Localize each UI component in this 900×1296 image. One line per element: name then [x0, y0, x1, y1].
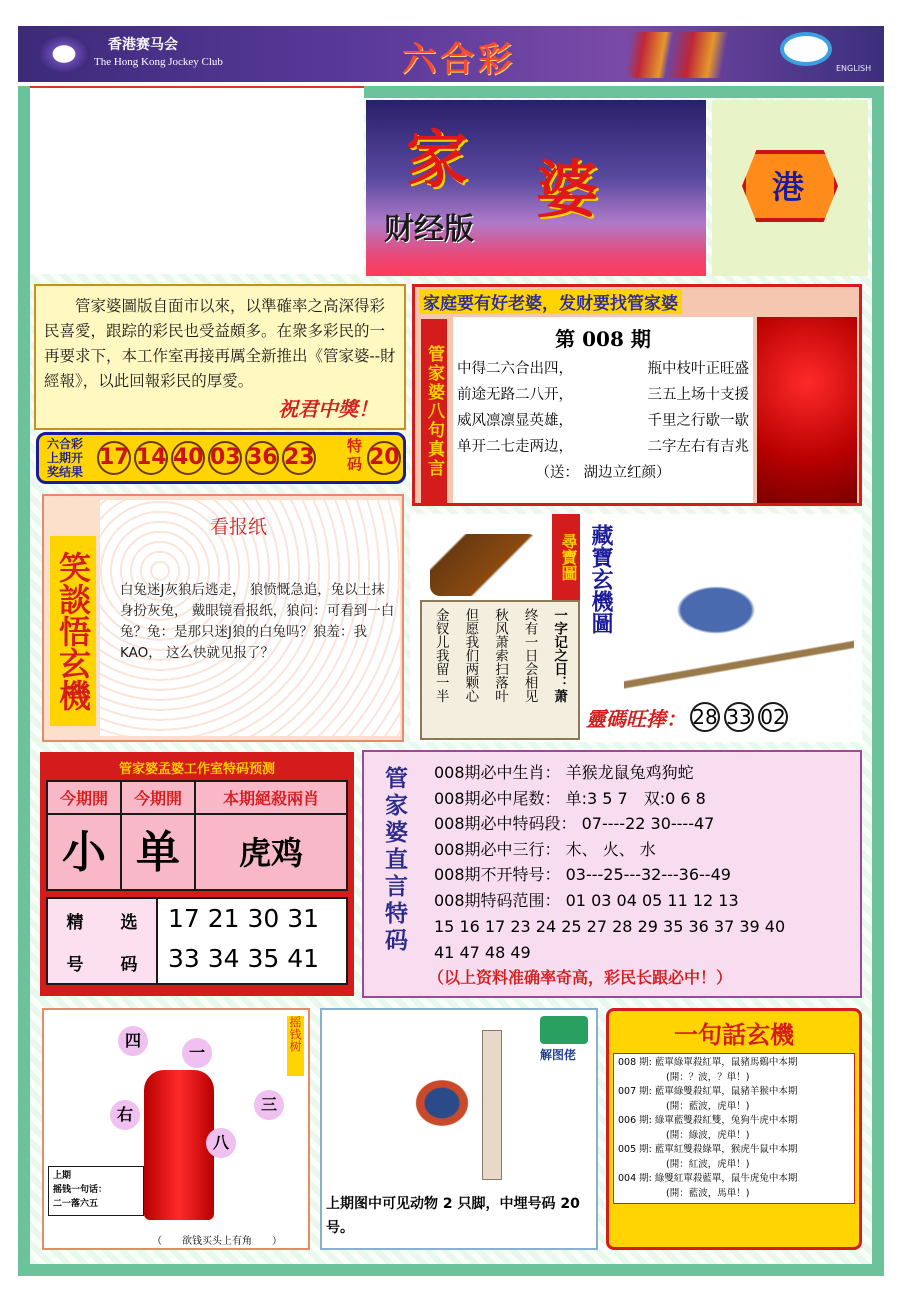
selected-label-char: 码 — [120, 954, 138, 975]
lucky-label: 靈碼旺捧： — [586, 706, 686, 731]
prediction-col-header: 今期開 — [122, 782, 196, 813]
one-sentence-entry — [618, 1143, 850, 1172]
scroll-col: 秋风萧索扫落叶 — [491, 608, 508, 703]
selected-label-char: 选 — [120, 912, 138, 933]
result-number: 17 — [97, 441, 131, 475]
selected-label-char: 号 — [66, 954, 84, 975]
lucky-number: 28 — [690, 702, 720, 732]
lucky-number: 02 — [758, 702, 788, 732]
joke-panel — [42, 494, 404, 742]
one-sentence-list — [613, 1053, 855, 1204]
intro-closing: 祝君中獎！ — [278, 397, 378, 421]
direct-line: 008期特码范围： 01 03 04 05 11 12 13 — [434, 890, 739, 910]
joke-body: 白兔迷J灰狼后逃走， 狼愤慨急追，兔以土抹身扮灰兔， 戴眼镜看报纸，狼问：可看到一白兔？兔：是那只迷J狼的白兔吗？狼羞：我KAO， 这么快就见报了？ — [120, 582, 395, 661]
scroll-col: 但愿我们两颗心 — [462, 608, 479, 703]
last-results — [36, 432, 406, 484]
selected-number-row: 33 34 35 41 — [168, 944, 320, 973]
org-name-en: The Hong Kong Jockey Club — [94, 56, 223, 68]
eight-line: 前途无路二八开， — [457, 387, 573, 403]
entry-text: 藍單綠單殺紅單，鼠豬馬鷄中本期 — [654, 1057, 798, 1068]
org-name-cn: 香港赛马会 — [108, 37, 178, 53]
entry-period: 004 期: — [618, 1173, 652, 1184]
scroll-col: 一字记之日：萧 — [551, 608, 568, 703]
entry-sub: (開：藍波，馬単！) — [666, 1187, 750, 1199]
last-hint-line: 摇钱一句话： — [53, 1185, 108, 1195]
ball-1: 四 — [118, 1026, 148, 1056]
eight-line: 单开二七走两边， — [457, 439, 573, 455]
bride-image-icon — [757, 317, 857, 503]
direct-line: 008期必中尾数： 单:3 5 7 双:0 6 8 — [434, 788, 706, 808]
direct-line: 41 47 48 49 — [434, 942, 531, 962]
entry-period: 008 期: — [618, 1057, 652, 1068]
special-number: 20 — [367, 441, 401, 475]
ball-3: 三 — [254, 1090, 284, 1120]
prediction-value: 单 — [122, 813, 196, 889]
eight-lines-panel — [412, 284, 862, 506]
special-label-char: 码 — [347, 455, 363, 473]
banner-char-2: 婆 — [536, 153, 599, 226]
selected-number-row: 17 21 30 31 — [168, 904, 320, 933]
ball-4: 右 — [110, 1100, 140, 1130]
money-tree-tag: 摇钱树 — [287, 1016, 304, 1076]
direct-line: 008期必中三行： 木、 火、 水 — [434, 839, 656, 859]
treasure-title: 藏寶玄機圖 — [588, 524, 614, 634]
banner-subtitle: 财经版 — [384, 212, 474, 247]
result-numbers — [97, 441, 316, 475]
entry-sub: (開：紅波，虎単！) — [666, 1158, 750, 1170]
special-label — [347, 437, 362, 473]
eight-line: 威风凛凛显英雄， — [457, 413, 573, 429]
rooster-icon — [402, 1068, 482, 1138]
eight-lines-body — [453, 317, 753, 503]
direct-line: 008期必中生肖： 羊猴龙鼠兔鸡狗蛇 — [434, 763, 694, 782]
one-sentence-entry — [618, 1056, 850, 1085]
one-sentence-panel — [606, 1008, 862, 1250]
direct-note: （以上资料准确率奇高，彩民长跟必中！） — [428, 968, 733, 987]
result-number: 14 — [134, 441, 168, 475]
jockey-club-logo-icon[interactable] — [38, 34, 90, 74]
one-sentence-title: 一句話玄機 — [674, 1020, 794, 1049]
site-header — [18, 26, 884, 82]
page-title: 六合彩 — [402, 40, 516, 80]
tree-icon — [482, 1030, 502, 1180]
one-sentence-entry — [618, 1172, 850, 1201]
eight-lines-row — [457, 356, 749, 382]
prediction-heading: 管家婆孟婆工作室特码预测 — [118, 762, 275, 777]
scroll-col: 金钗儿我留一半 — [432, 608, 449, 703]
lucky-number: 33 — [724, 702, 754, 732]
results-label — [47, 437, 83, 479]
intro-panel — [34, 284, 406, 430]
money-tree-icon — [144, 1070, 214, 1220]
direct-more — [428, 914, 858, 991]
entry-sub: (開：綠波，虎単！) — [666, 1129, 750, 1141]
one-sentence-entry — [618, 1114, 850, 1143]
eight-lines-period: 第 008 期 — [555, 327, 651, 351]
entry-period: 005 期: — [618, 1144, 652, 1155]
decode-panel — [320, 1008, 598, 1250]
entry-text: 綠單藍雙殺紅雙，兔狗牛虎中本期 — [654, 1115, 798, 1126]
result-number: 36 — [245, 441, 279, 475]
results-label-line: 奖结果 — [47, 465, 84, 479]
result-number: 03 — [208, 441, 242, 475]
blank-area — [30, 86, 364, 274]
joke-side-label: 笑談悟玄機 — [50, 536, 96, 726]
banner — [366, 100, 706, 276]
decode-text: 上期图中可见动物 2 只脚，中埋号码 20 号。 — [326, 1196, 580, 1236]
eight-line: 中得二六合出四， — [457, 361, 573, 377]
english-link-icon[interactable] — [780, 32, 832, 66]
results-label-line: 六合彩 — [47, 437, 84, 451]
entry-period: 007 期: — [618, 1086, 652, 1097]
eight-lines-credit: （送： 湖边立红颜） — [535, 465, 671, 481]
entry-text: 綠雙紅單殺藍單，鼠牛虎兔中本期 — [654, 1173, 798, 1184]
money-tree-caption: （ 欲钱买头上有角 ） — [152, 1236, 282, 1247]
english-link[interactable]: ENGLISH — [836, 64, 872, 73]
banner-char-1: 家 — [406, 123, 469, 196]
one-sentence-entry — [618, 1085, 850, 1114]
lantern-char: 港 — [772, 168, 805, 206]
eight-line: 瓶中枝叶正旺盛 — [647, 361, 749, 377]
eight-lines-banner: 家庭要有好老婆，发财要找管家婆 — [419, 289, 682, 314]
prediction-value: 小 — [48, 813, 122, 889]
prediction-col-header: 今期開 — [48, 782, 122, 813]
rider-horse-icon — [430, 534, 538, 596]
lantern-panel — [712, 100, 868, 276]
treasure-tag: 尋寶圖 — [552, 514, 580, 600]
entry-period: 006 期: — [618, 1115, 652, 1126]
prediction-value: 虎鸡 — [196, 813, 346, 889]
direct-line: 008期不开特号： 03---25---32---36--49 — [434, 865, 731, 884]
entry-sub: (開：藍波，虎単！) — [666, 1100, 750, 1112]
eight-lines-side-label: 管家婆八句真言 — [421, 319, 447, 503]
last-hint-line: 二一落六五 — [53, 1199, 99, 1209]
eight-lines-row — [457, 382, 749, 408]
result-number: 23 — [282, 441, 316, 475]
direct-panel — [362, 750, 862, 998]
selected-label — [48, 899, 158, 983]
prediction-col-header: 本期絕殺兩肖 — [196, 782, 346, 813]
direct-line: 008期必中特码段： 07----22 30----47 — [434, 814, 715, 833]
special-label-char: 特 — [347, 437, 363, 455]
selected-numbers — [46, 897, 348, 985]
eight-line: 千里之行歇一歇 — [647, 413, 749, 429]
poem-scroll — [420, 600, 580, 740]
prediction-grid — [46, 780, 348, 891]
entry-text: 藍單紅雙殺綠單，猴虎牛鼠中本期 — [654, 1144, 798, 1155]
ball-5: 八 — [206, 1128, 236, 1158]
direct-side-label: 管家婆直言特码 — [381, 766, 408, 955]
intro-text: 管家婆圖版自面市以來，以準確率之高深得彩民喜愛，跟踪的彩民也受益頗多。在衆多彩民的一再要求下，本工作室再接再厲全新推出《管家婆--財經報》，以此回報彩民的厚愛。 — [44, 297, 396, 390]
entry-text: 藍單綠雙殺紅單，鼠豬羊猴中本期 — [654, 1086, 798, 1097]
direct-lines — [434, 760, 854, 913]
entry-sub: (開：？波，？単！) — [666, 1071, 750, 1083]
joke-body-area — [100, 500, 400, 736]
money-tree-panel — [42, 1008, 310, 1250]
last-hint — [48, 1166, 144, 1216]
decode-tag: 解图佬 — [540, 1048, 577, 1062]
eight-line: 二字左右有吉兆 — [647, 439, 749, 455]
results-label-line: 上期开 — [47, 451, 84, 465]
last-hint-line: 上期 — [53, 1171, 72, 1181]
direct-line: 15 16 17 23 24 25 27 28 29 35 36 37 39 40 — [434, 917, 786, 936]
bird-on-branch-icon — [624, 554, 854, 694]
eight-lines-row — [457, 408, 749, 434]
prediction-panel — [40, 752, 354, 996]
eight-lines-rows — [453, 352, 753, 486]
scroll-col: 终有一日会相见 — [521, 608, 538, 703]
eight-lines-row — [457, 434, 749, 460]
horse-racing-icon — [618, 32, 748, 78]
result-number: 40 — [171, 441, 205, 475]
treasure-panel — [410, 514, 862, 742]
selected-label-char: 精 — [66, 912, 84, 933]
eight-line: 三五上场十支援 — [647, 387, 749, 403]
selected-values — [158, 899, 346, 983]
ball-2: 一 — [182, 1038, 212, 1068]
lucky-numbers — [586, 702, 788, 732]
joke-title: 看报纸 — [210, 516, 268, 538]
decode-tag-icon — [540, 1016, 588, 1044]
